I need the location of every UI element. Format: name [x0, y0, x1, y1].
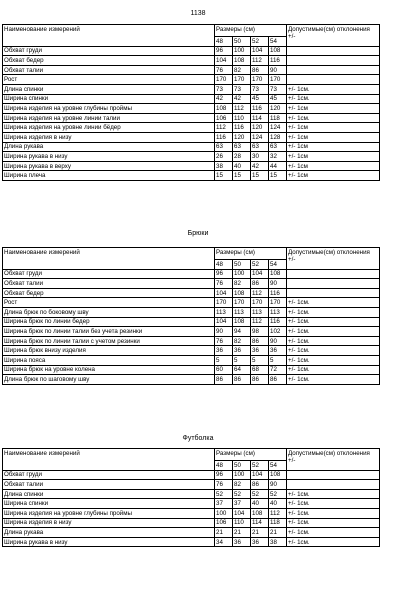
size-table-1138: [2, 24, 380, 181]
tolerance-cell: +/- 1см.: [287, 84, 380, 94]
size-value-cell: 110: [233, 518, 251, 528]
header-name-cell: Наименование измерений: [3, 25, 215, 47]
size-value-cell: 110: [233, 113, 251, 123]
size-value-cell: 118: [269, 113, 287, 123]
measurement-name-cell: Длина спинки: [3, 489, 215, 499]
size-value-cell: 32: [269, 152, 287, 162]
section-title-tshirt: Футболка: [182, 435, 214, 442]
size-value-cell: 106: [215, 518, 233, 528]
measurement-name-cell: Ширина брюк по линии талии без учета резинки: [3, 327, 215, 337]
tolerance-cell: [287, 56, 380, 66]
size-value-cell: 15: [215, 171, 233, 181]
size-value-cell: 170: [215, 75, 233, 85]
measurement-name-cell: Рост: [3, 75, 215, 85]
size-value-cell: 116: [215, 132, 233, 142]
size-value-cell: 104: [251, 46, 269, 56]
size-value-cell: 170: [269, 75, 287, 85]
size-value-cell: 90: [269, 336, 287, 346]
size-header-cell: 50: [233, 37, 251, 47]
size-value-cell: 40: [269, 499, 287, 509]
size-value-cell: 21: [269, 528, 287, 538]
table-row: [3, 375, 380, 385]
measurement-name-cell: Длина спинки: [3, 84, 215, 94]
table-row: [3, 104, 380, 114]
size-value-cell: 60: [215, 365, 233, 375]
size-header-cell: 48: [215, 37, 233, 47]
tolerance-cell: [287, 46, 380, 56]
size-value-cell: 15: [233, 171, 251, 181]
size-value-cell: 90: [269, 65, 287, 75]
table-row: [3, 56, 380, 66]
size-value-cell: 113: [233, 307, 251, 317]
size-header-cell: 50: [233, 461, 251, 471]
table-row: [3, 317, 380, 327]
tolerance-cell: +/- 1см.: [287, 327, 380, 337]
measurement-name-cell: Обхват груди: [3, 269, 215, 279]
measurement-name-cell: Ширина изделия на уровне глубины проймы: [3, 508, 215, 518]
table-row: [3, 470, 380, 480]
measurement-name-cell: Длина рукава: [3, 528, 215, 538]
tolerance-cell: +/- 1см.: [287, 528, 380, 538]
table-row: [3, 508, 380, 518]
tolerance-cell: [287, 75, 380, 85]
size-value-cell: 82: [233, 279, 251, 289]
size-value-cell: 76: [215, 336, 233, 346]
size-value-cell: 63: [251, 142, 269, 152]
table-row: [3, 307, 380, 317]
size-value-cell: 73: [269, 84, 287, 94]
size-value-cell: 86: [251, 336, 269, 346]
table-row: [3, 113, 380, 123]
size-value-cell: 108: [269, 269, 287, 279]
tolerance-cell: +/- 1см.: [287, 355, 380, 365]
tolerance-cell: +/- 1см: [287, 104, 380, 114]
size-value-cell: 90: [269, 279, 287, 289]
tolerance-cell: [287, 65, 380, 75]
tolerance-cell: +/- 1см: [287, 152, 380, 162]
size-value-cell: 76: [215, 65, 233, 75]
table-row: [3, 489, 380, 499]
size-value-cell: 52: [251, 489, 269, 499]
size-value-cell: 36: [233, 346, 251, 356]
size-value-cell: 45: [269, 94, 287, 104]
size-value-cell: 21: [251, 528, 269, 538]
size-value-cell: 108: [251, 508, 269, 518]
table-row: [3, 152, 380, 162]
size-value-cell: 38: [269, 537, 287, 547]
tolerance-cell: +/- 1см.: [287, 346, 380, 356]
measurement-name-cell: Ширина спинки: [3, 499, 215, 509]
table-row: [3, 288, 380, 298]
size-value-cell: 108: [233, 317, 251, 327]
size-header-cell: 52: [251, 260, 269, 270]
measurement-name-cell: Ширина изделия на уровне линии бёдер: [3, 123, 215, 133]
table-row: [3, 171, 380, 181]
size-value-cell: 36: [215, 346, 233, 356]
table-row: [3, 94, 380, 104]
size-value-cell: 40: [233, 161, 251, 171]
table-row: [3, 65, 380, 75]
table-row: [3, 346, 380, 356]
tolerance-cell: +/- 1см.: [287, 537, 380, 547]
table-row: [3, 142, 380, 152]
size-value-cell: 104: [215, 288, 233, 298]
size-value-cell: 124: [269, 123, 287, 133]
size-table-body: [3, 449, 380, 547]
size-value-cell: 15: [251, 171, 269, 181]
tolerance-cell: +/- 1см: [287, 171, 380, 181]
size-table-body: [3, 248, 380, 385]
tolerance-cell: +/- 1см: [287, 123, 380, 133]
size-value-cell: 170: [251, 298, 269, 308]
size-value-cell: 113: [269, 307, 287, 317]
size-value-cell: 5: [251, 355, 269, 365]
table-row: [3, 499, 380, 509]
size-value-cell: 34: [215, 537, 233, 547]
size-value-cell: 96: [215, 46, 233, 56]
measurement-name-cell: Ширина спинки: [3, 94, 215, 104]
size-table-pants: [2, 247, 380, 385]
measurement-name-cell: Обхват талии: [3, 480, 215, 490]
size-value-cell: 63: [269, 142, 287, 152]
size-value-cell: 52: [269, 489, 287, 499]
size-value-cell: 76: [215, 279, 233, 289]
size-value-cell: 68: [251, 365, 269, 375]
size-header-cell: 48: [215, 260, 233, 270]
measurement-name-cell: Рост: [3, 298, 215, 308]
size-value-cell: 86: [251, 279, 269, 289]
size-value-cell: 82: [233, 480, 251, 490]
size-value-cell: 64: [233, 365, 251, 375]
size-value-cell: 21: [233, 528, 251, 538]
size-value-cell: 90: [269, 480, 287, 490]
size-value-cell: 5: [269, 355, 287, 365]
size-value-cell: 36: [251, 346, 269, 356]
size-value-cell: 72: [269, 365, 287, 375]
size-value-cell: 73: [251, 84, 269, 94]
size-value-cell: 114: [251, 113, 269, 123]
size-value-cell: 112: [269, 508, 287, 518]
measurement-name-cell: Ширина изделия в низу: [3, 518, 215, 528]
table-row: [3, 123, 380, 133]
size-value-cell: 104: [251, 470, 269, 480]
measurement-name-cell: Ширина рукава в низу: [3, 537, 215, 547]
table-row: [3, 46, 380, 56]
tolerance-cell: +/- 1см.: [287, 518, 380, 528]
size-value-cell: 30: [251, 152, 269, 162]
table-row: [3, 161, 380, 171]
size-value-cell: 100: [233, 470, 251, 480]
tolerance-cell: [287, 288, 380, 298]
table-row: [3, 84, 380, 94]
measurement-name-cell: Обхват груди: [3, 46, 215, 56]
table-row: [3, 269, 380, 279]
size-value-cell: 42: [251, 161, 269, 171]
size-table-body: [3, 25, 380, 181]
size-value-cell: 128: [269, 132, 287, 142]
size-value-cell: 63: [233, 142, 251, 152]
size-header-cell: 52: [251, 37, 269, 47]
table-row: [3, 518, 380, 528]
measurement-name-cell: Длина брюк по боковому шву: [3, 307, 215, 317]
measurement-name-cell: Длина брюк по шаговому шву: [3, 375, 215, 385]
size-value-cell: 86: [251, 65, 269, 75]
measurement-name-cell: Ширина рукава в верху: [3, 161, 215, 171]
size-value-cell: 73: [233, 84, 251, 94]
size-value-cell: 104: [215, 56, 233, 66]
tolerance-cell: +/- 1см: [287, 142, 380, 152]
size-value-cell: 76: [215, 480, 233, 490]
header-row: [3, 248, 380, 260]
size-value-cell: 28: [233, 152, 251, 162]
tolerance-cell: +/- 1см.: [287, 113, 380, 123]
section-title-1138: 1138: [190, 10, 206, 17]
table-row: [3, 480, 380, 490]
header-row: [3, 25, 380, 37]
tolerance-cell: [287, 269, 380, 279]
size-value-cell: 52: [215, 489, 233, 499]
size-value-cell: 86: [269, 375, 287, 385]
section-title-pants: Брюки: [187, 230, 209, 237]
size-value-cell: 112: [233, 104, 251, 114]
size-header-cell: 54: [269, 461, 287, 471]
size-value-cell: 108: [215, 104, 233, 114]
size-value-cell: 108: [233, 56, 251, 66]
table-row: [3, 365, 380, 375]
size-value-cell: 108: [233, 288, 251, 298]
size-value-cell: 108: [269, 470, 287, 480]
size-value-cell: 63: [215, 142, 233, 152]
measurement-name-cell: Обхват бедер: [3, 56, 215, 66]
size-value-cell: 104: [233, 508, 251, 518]
size-value-cell: 118: [269, 518, 287, 528]
measurement-name-cell: Длина рукава: [3, 142, 215, 152]
tolerance-cell: +/- 1см.: [287, 298, 380, 308]
header-name-cell: Наименование измерений: [3, 248, 215, 270]
table-row: [3, 336, 380, 346]
measurement-name-cell: Ширина рукава в низу: [3, 152, 215, 162]
size-value-cell: 112: [215, 123, 233, 133]
size-value-cell: 112: [251, 317, 269, 327]
table-row: [3, 355, 380, 365]
size-value-cell: 15: [269, 171, 287, 181]
header-sizes-cell: Размеры (см): [215, 449, 287, 461]
size-value-cell: 44: [269, 161, 287, 171]
size-value-cell: 116: [269, 317, 287, 327]
size-value-cell: 40: [251, 499, 269, 509]
measurement-name-cell: Ширина пояса: [3, 355, 215, 365]
size-value-cell: 52: [233, 489, 251, 499]
tolerance-cell: +/- 1см.: [287, 508, 380, 518]
measurement-name-cell: Ширина брюк на уровне колена: [3, 365, 215, 375]
tolerance-cell: +/- 1см.: [287, 489, 380, 499]
size-value-cell: 82: [233, 336, 251, 346]
header-tolerance-cell: Допустимые(см) отклонения +/-: [287, 449, 380, 471]
header-sizes-cell: Размеры (см): [215, 25, 287, 37]
size-header-cell: 52: [251, 461, 269, 471]
tolerance-cell: +/- 1см.: [287, 94, 380, 104]
size-value-cell: 100: [233, 269, 251, 279]
size-value-cell: 120: [251, 123, 269, 133]
table-row: [3, 298, 380, 308]
header-sizes-cell: Размеры (см): [215, 248, 287, 260]
size-value-cell: 170: [215, 298, 233, 308]
header-name-cell: Наименование измерений: [3, 449, 215, 471]
header-row: [3, 449, 380, 461]
size-value-cell: 120: [269, 104, 287, 114]
table-row: [3, 279, 380, 289]
size-header-cell: 48: [215, 461, 233, 471]
size-value-cell: 94: [233, 327, 251, 337]
size-value-cell: 42: [233, 94, 251, 104]
size-value-cell: 114: [251, 518, 269, 528]
size-value-cell: 73: [215, 84, 233, 94]
tolerance-cell: +/- 1см.: [287, 499, 380, 509]
size-value-cell: 112: [251, 288, 269, 298]
size-value-cell: 82: [233, 65, 251, 75]
table-row: [3, 132, 380, 142]
size-value-cell: 96: [215, 269, 233, 279]
tolerance-cell: +/- 1см.: [287, 317, 380, 327]
size-value-cell: 86: [215, 375, 233, 385]
size-value-cell: 100: [215, 508, 233, 518]
size-value-cell: 37: [215, 499, 233, 509]
size-value-cell: 116: [251, 104, 269, 114]
size-value-cell: 38: [215, 161, 233, 171]
tolerance-cell: [287, 470, 380, 480]
size-value-cell: 104: [251, 269, 269, 279]
size-value-cell: 170: [233, 298, 251, 308]
table-row: [3, 75, 380, 85]
tolerance-cell: [287, 279, 380, 289]
size-value-cell: 42: [215, 94, 233, 104]
header-tolerance-cell: Допустимые(см) отклонения +/-: [287, 248, 380, 270]
measurement-name-cell: Ширина брюк по линии талии с учетом резинки: [3, 336, 215, 346]
tolerance-cell: +/- 1см.: [287, 307, 380, 317]
size-value-cell: 108: [269, 46, 287, 56]
size-value-cell: 100: [233, 46, 251, 56]
measurement-name-cell: Обхват талии: [3, 65, 215, 75]
table-row: [3, 327, 380, 337]
tolerance-cell: +/- 1см: [287, 161, 380, 171]
measurement-name-cell: Обхват талии: [3, 279, 215, 289]
measurement-name-cell: Обхват бедер: [3, 288, 215, 298]
measurement-name-cell: Ширина брюк по линии бедер: [3, 317, 215, 327]
size-value-cell: 113: [215, 307, 233, 317]
measurement-name-cell: Ширина изделия на уровне глубины проймы: [3, 104, 215, 114]
size-value-cell: 96: [215, 470, 233, 480]
size-value-cell: 170: [251, 75, 269, 85]
size-value-cell: 86: [251, 375, 269, 385]
size-value-cell: 37: [233, 499, 251, 509]
size-value-cell: 120: [233, 132, 251, 142]
size-value-cell: 5: [215, 355, 233, 365]
size-value-cell: 26: [215, 152, 233, 162]
size-value-cell: 116: [269, 288, 287, 298]
size-value-cell: 36: [233, 537, 251, 547]
size-value-cell: 106: [215, 113, 233, 123]
size-value-cell: 45: [251, 94, 269, 104]
table-row: [3, 528, 380, 538]
size-value-cell: 21: [215, 528, 233, 538]
size-value-cell: 86: [251, 480, 269, 490]
size-header-cell: 50: [233, 260, 251, 270]
size-value-cell: 112: [251, 56, 269, 66]
size-value-cell: 36: [269, 346, 287, 356]
size-value-cell: 124: [251, 132, 269, 142]
size-value-cell: 102: [269, 327, 287, 337]
size-table-tshirt: [2, 448, 380, 547]
measurement-name-cell: Ширина изделия в низу: [3, 132, 215, 142]
size-value-cell: 170: [233, 75, 251, 85]
size-value-cell: 90: [215, 327, 233, 337]
tolerance-cell: +/- 1см.: [287, 336, 380, 346]
tolerance-cell: [287, 480, 380, 490]
measurement-name-cell: Ширина изделия на уровне линии талии: [3, 113, 215, 123]
size-value-cell: 86: [233, 375, 251, 385]
header-tolerance-cell: Допустимые(см) отклонения +/-: [287, 25, 380, 47]
size-value-cell: 36: [251, 537, 269, 547]
size-header-cell: 54: [269, 260, 287, 270]
size-value-cell: 113: [251, 307, 269, 317]
measurement-name-cell: Ширина плеча: [3, 171, 215, 181]
tolerance-cell: +/- 1см.: [287, 365, 380, 375]
table-row: [3, 537, 380, 547]
size-value-cell: 116: [233, 123, 251, 133]
measurement-name-cell: Обхват груди: [3, 470, 215, 480]
size-value-cell: 170: [269, 298, 287, 308]
measurement-name-cell: Ширина брюк внизу изделия: [3, 346, 215, 356]
size-value-cell: 5: [233, 355, 251, 365]
size-header-cell: 54: [269, 37, 287, 47]
size-value-cell: 116: [269, 56, 287, 66]
tolerance-cell: +/- 1см.: [287, 375, 380, 385]
tolerance-cell: +/- 1см: [287, 132, 380, 142]
size-value-cell: 104: [215, 317, 233, 327]
size-value-cell: 98: [251, 327, 269, 337]
